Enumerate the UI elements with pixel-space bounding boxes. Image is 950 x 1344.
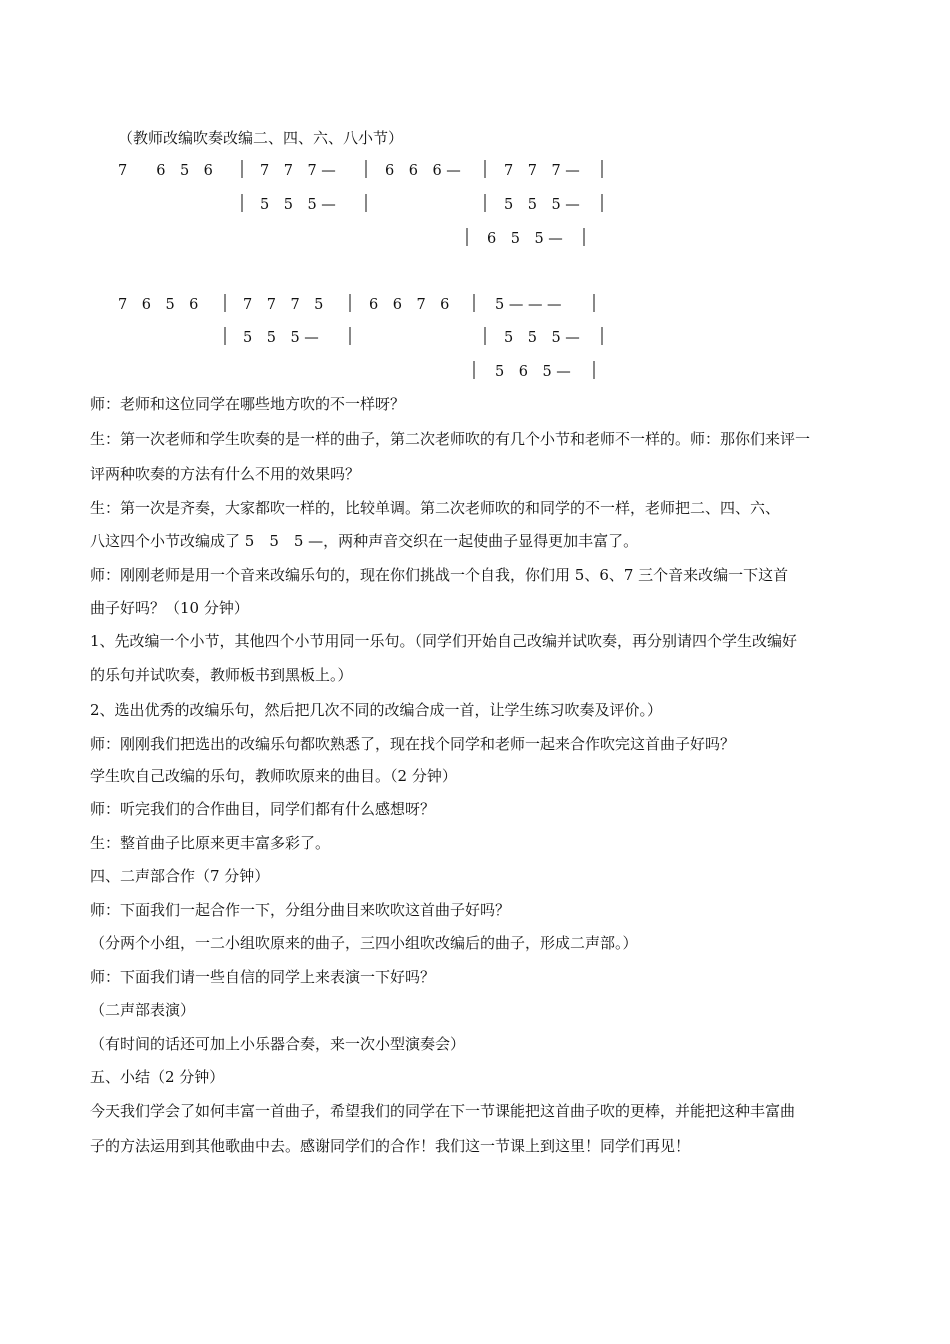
jianpu-notation [0,0,950,400]
measure-notes: 5 — — — [495,297,562,313]
dialogue-line: 师：老师和这位同学在哪些地方吹的不一样呀？ [90,395,406,413]
dialogue-line: 生：第一次是齐奏，大家都吹一样的，比较单调。第二次老师吹的和同学的不一样，老师把二、四、六、 [90,499,781,517]
measure-notes: 7 7 7 5 [243,297,324,313]
measure-notes: 6 6 6 — [385,163,461,179]
dialogue-line: （二声部表演） [90,1001,196,1019]
section-heading: 四、二声部合作（7 分钟） [90,867,270,885]
dialogue-line: 师：刚刚我们把选出的改编乐句都吹熟悉了，现在找个同学和老师一起来合作吹完这首曲子好吗？ [90,735,736,753]
dialogue-line: 生：第一次老师和学生吹奏的是一样的曲子，第二次老师吹的有几个小节和老师不一样的。师：那你们来评一 [90,430,811,448]
dialogue-line: 师：刚刚老师是用一个音来改编乐句的，现在你们挑战一个自我，你们用 5、6、7 三个音来改编一下这首 [90,566,789,584]
measure-notes: 6 5 5 — [487,231,563,247]
dialogue-line: 师：下面我们一起合作一下，分组分曲目来吹吹这首曲子好吗？ [90,901,511,919]
measure-notes: 5 5 5 — [504,197,580,213]
dialogue-line: 师：听完我们的合作曲目，同学们都有什么感想呀？ [90,800,436,818]
measure-notes: 7 7 7 — [260,163,336,179]
bar-lines [225,160,602,379]
dialogue-line: 评两种吹奏的方法有什么不用的效果吗？ [90,465,361,483]
measure-notes: 5 6 5 — [495,364,571,380]
section-heading: 五、小结（2 分钟） [90,1068,225,1086]
measure-notes: 5 5 5 — [243,330,319,346]
dialogue-line: 曲子好吗？（10 分钟） [90,599,249,617]
dialogue-line: 生：整首曲子比原来更丰富多彩了。 [90,834,331,852]
dialogue-line: （有时间的话还可加上小乐器合奏，来一次小型演奏会） [90,1035,466,1053]
summary-line: 今天我们学会了如何丰富一首曲子，希望我们的同学在下一节课能把这首曲子吹的更棒，并能把这种丰富曲 [90,1102,796,1120]
measure-notes: 6 6 7 6 [369,297,450,313]
measure-notes: 7 6 5 6 [118,163,213,179]
dialogue-line: 八这四个小节改编成了 5 5 5 —，两种声音交织在一起使曲子显得更加丰富了。 [90,532,639,550]
measure-notes: 5 5 5 — [504,330,580,346]
notation-intro: （教师改编吹奏改编二、四、六、八小节） [118,129,404,147]
step-line: 1、先改编一个小节，其他四个小节用同一乐句。（同学们开始自己改编并试吹奏，再分别请四个学生改编好 [90,632,798,650]
measure-notes: 7 6 5 6 [118,297,199,313]
summary-line: 子的方法运用到其他歌曲中去。感谢同学们的合作！我们这一节课上到这里！同学们再见！ [90,1137,691,1155]
step-line: 的乐句并试吹奏，教师板书到黑板上。） [90,666,353,684]
dialogue-line: （分两个小组，一二小组吹原来的曲子，三四小组吹改编后的曲子，形成二声部。） [90,934,638,952]
measure-notes: 5 5 5 — [260,197,336,213]
step-line: 2、选出优秀的改编乐句，然后把几次不同的改编合成一首，让学生练习吹奏及评价。） [90,701,663,719]
dialogue-line: 学生吹自己改编的乐句，教师吹原来的曲目。（2 分钟） [90,767,457,785]
dialogue-line: 师：下面我们请一些自信的同学上来表演一下好吗？ [90,968,436,986]
measure-notes: 7 7 7 — [504,163,580,179]
